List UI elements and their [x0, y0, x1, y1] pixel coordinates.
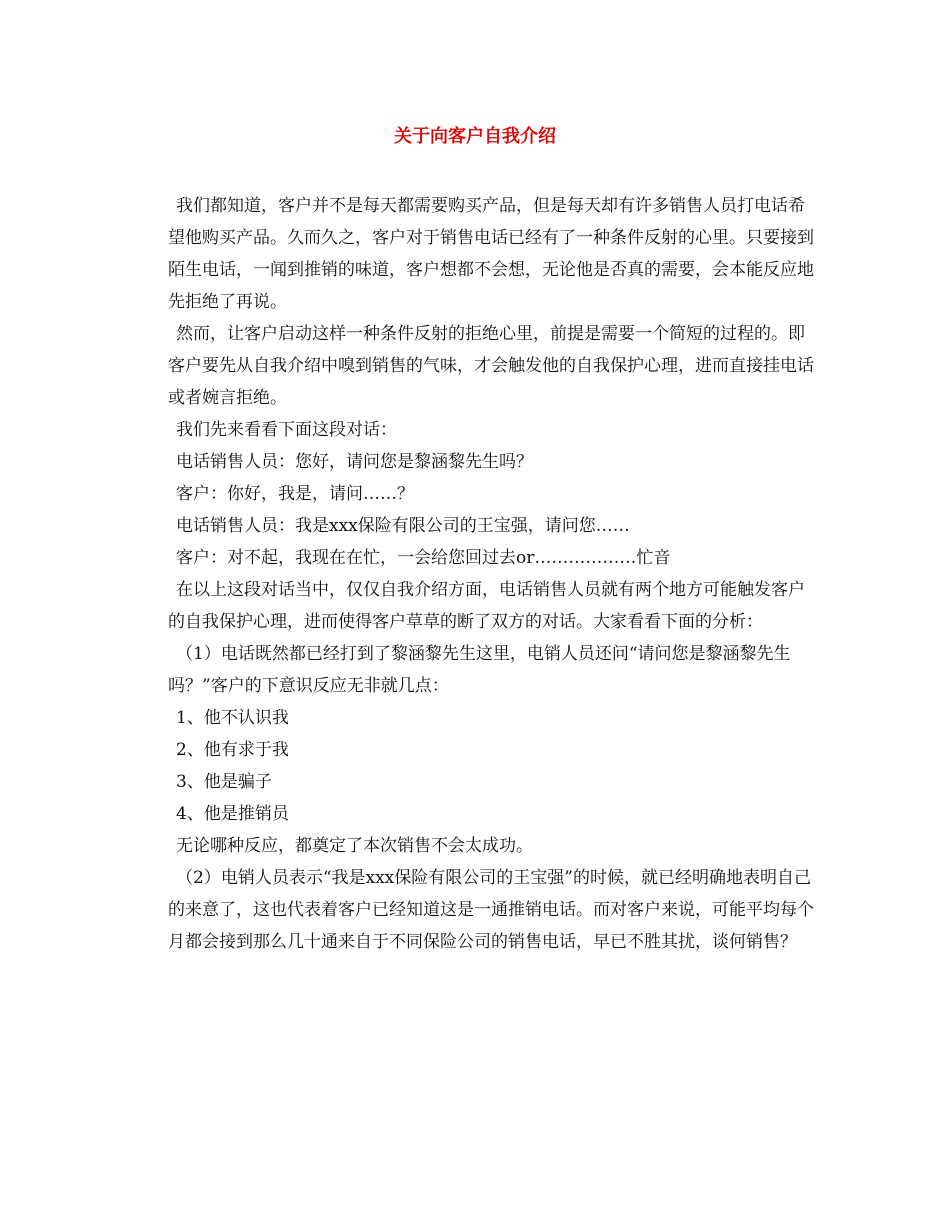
paragraph-however: 然而，让客户启动这样一种条件反射的拒绝心里，前提是需要一个简短的过程的。即客户要先从自我介绍中嗅到销售的气味，才会触发他的自我保护心理，进而直接挂电话或者婉言拒绝。 [168, 324, 814, 408]
dialogue-line-1: 电话销售人员：您好，请问您是黎涵黎先生吗？ [176, 452, 533, 472]
dialogue-line-3: 电话销售人员：我是xxx保险有限公司的王宝强，请问您…… [176, 516, 630, 536]
analysis-point-1: （1）电话既然都已经打到了黎涵黎先生这里，电销人员还问“请问您是黎涵黎先生吗？”客户的下意识反应无非就几点： [168, 644, 791, 696]
dialogue-line-4: 客户：对不起，我现在在忙，一会给您回过去or………………忙音 [176, 548, 671, 568]
list-item-2: 2、他有求于我 [176, 740, 289, 760]
paragraph-intro: 我们都知道，客户并不是每天都需要购买产品，但是每天却有许多销售人员打电话希望他购买产品。久而久之，客户对于销售电话已经有了一种条件反射的心里。只要接到陌生电话，一闻到推销的味道，客户想都不会想，无论他是否真的需要，会本能反应地先拒绝了再说。 [168, 196, 814, 312]
list-item-3: 3、他是骗子 [176, 772, 272, 792]
dialogue-line-2: 客户：你好，我是，请问……？ [176, 484, 414, 504]
paragraph-conclusion: 无论哪种反应，都奠定了本次销售不会太成功。 [176, 836, 533, 856]
list-item-1: 1、他不认识我 [176, 708, 289, 728]
paragraph-analysis: 在以上这段对话当中，仅仅自我介绍方面，电话销售人员就有两个地方可能触发客户的自我保护心理，进而使得客户草草的断了双方的对话。大家看看下面的分析： [168, 580, 805, 632]
document-title: 关于向客户自我介绍 [394, 126, 556, 147]
analysis-point-2: （2）电销人员表示“我是xxx保险有限公司的王宝强”的时候，就已经明确地表明自己的来意了，这也代表着客户已经知道这是一通推销电话。而对客户来说，可能平均每个月都会接到那么几十通来自于不同保险公司的销售电话，早已不胜其扰，谈何销售？ [168, 868, 814, 952]
list-item-4: 4、他是推销员 [176, 804, 289, 824]
document-body [168, 190, 818, 958]
paragraph-dialogue-intro: 我们先来看看下面这段对话： [176, 420, 397, 440]
